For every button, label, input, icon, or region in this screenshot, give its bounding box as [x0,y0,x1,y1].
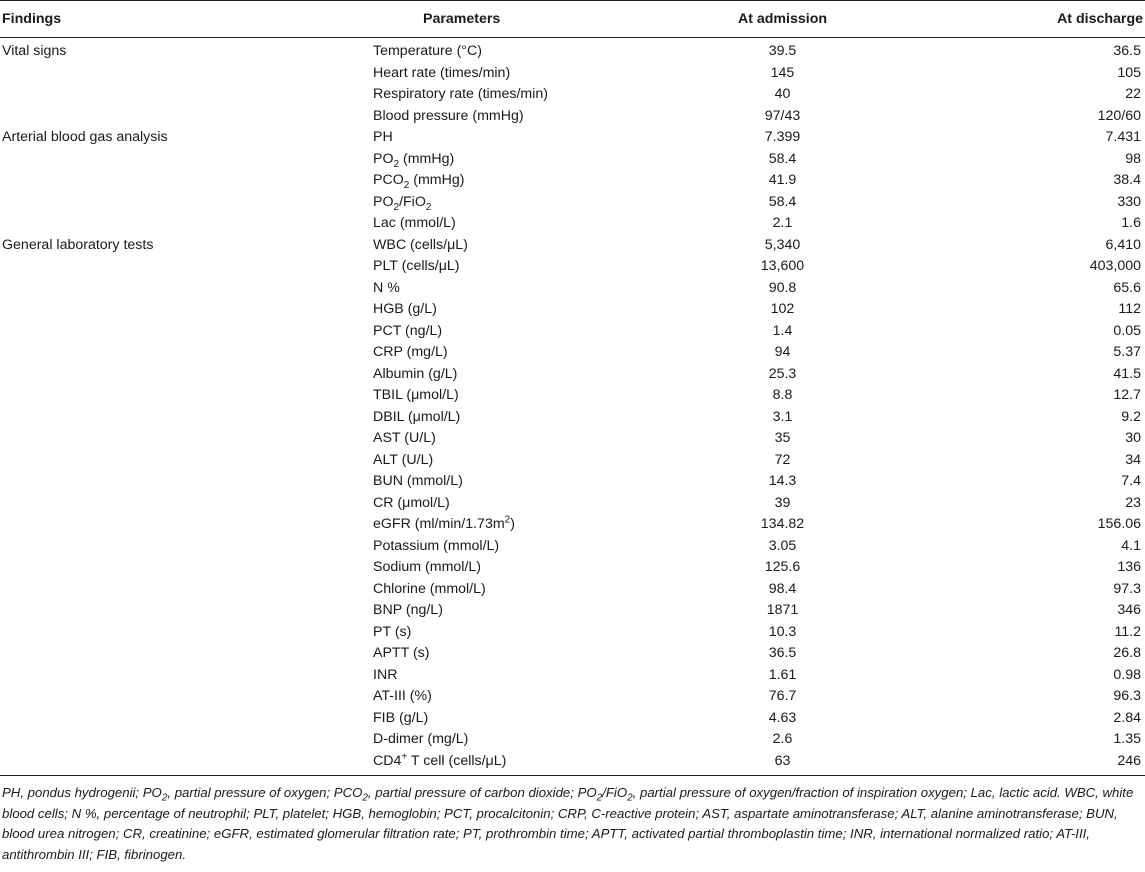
admission-value: 90.8 [768,279,797,296]
parameter-cell [370,514,670,536]
finding-group-cell [0,385,370,407]
discharge-value: 98 [1125,150,1141,167]
table-row [0,84,1145,106]
admission-value: 58.4 [768,193,797,210]
admission-value: 125.6 [764,559,801,575]
admission-value: 76.7 [768,688,797,704]
table-row [0,106,1145,128]
parameter-cell [370,471,670,493]
table-row [0,342,1145,364]
header-admission: At admission [670,1,895,38]
admission-value: 36.5 [768,645,797,661]
parameter-subscript: 2 [425,201,432,213]
table-row [0,149,1145,171]
discharge-value: 156.06 [1097,516,1141,532]
parameter-cell [370,600,670,622]
admission-value: 41.9 [768,172,797,188]
discharge-value: 38.4 [1113,172,1141,188]
finding-group-cell: Arterial blood gas analysis [2,129,168,145]
finding-group-cell [0,471,370,493]
discharge-value: 26.8 [1113,645,1141,661]
discharge-value: 36.5 [1113,43,1141,59]
discharge-value: 5.37 [1113,344,1141,360]
table-row [0,708,1145,730]
parameter-label: INR [373,666,398,683]
discharge-value: 246 [895,751,1145,776]
admission-value: 14.3 [768,473,797,489]
parameter-cell [370,364,670,386]
finding-group-cell [0,428,370,450]
parameter-subscript: 2 [403,179,410,191]
table-row [0,278,1145,300]
table-row [0,321,1145,343]
table-row [0,213,1145,235]
parameter-cell [370,278,670,300]
parameter-cell [370,493,670,515]
footnote-text: PH, pondus hydrogenii; PO [2,785,162,800]
parameter-label: PT (s) [373,623,412,640]
parameter-label: ) [510,516,515,532]
admission-value: 63 [670,751,895,776]
parameter-label: CD4 [373,752,402,769]
parameter-subscript: 2 [393,201,400,213]
discharge-value: 41.5 [1113,365,1141,382]
parameter-label: PO [373,193,394,210]
admission-value: 98.4 [768,580,797,597]
finding-group-cell [0,84,370,106]
table-row [0,407,1145,429]
parameter-label: BUN (mmol/L) [373,473,463,489]
parameter-label: HGB (g/L) [373,301,437,317]
table-row [0,235,1145,257]
discharge-value: 120/60 [1097,107,1141,124]
parameter-cell [370,106,670,128]
discharge-value: 22 [1125,86,1141,102]
footnote-subscript: 2 [161,792,168,804]
finding-group-cell [0,643,370,665]
finding-group-cell [0,213,370,235]
discharge-value: 96.3 [1113,688,1141,704]
finding-group-cell [0,708,370,730]
parameter-label: /FiO [399,193,426,210]
discharge-value: 9.2 [1121,408,1141,425]
parameter-cell [370,149,670,171]
footnote-text: /FiO [602,785,628,800]
header-parameters: Parameters [370,1,670,38]
finding-group-cell: Vital signs [2,43,67,59]
admission-value: 102 [770,301,795,317]
table-footnote [0,776,1145,865]
admission-value: 97/43 [764,107,801,124]
header-findings: Findings [0,1,370,38]
finding-group-cell [0,149,370,171]
parameter-label: AST (U/L) [373,430,436,446]
discharge-value: 1.6 [1121,215,1141,231]
parameter-cell [370,84,670,106]
parameter-label: TBIL (μmol/L) [373,387,459,403]
finding-group-cell [0,299,370,321]
parameter-label: Heart rate (times/min) [373,64,511,81]
parameter-label: Blood pressure (mmHg) [373,107,524,124]
table-row [0,192,1145,214]
parameter-superscript: 2 [504,514,511,526]
parameter-cell [370,643,670,665]
finding-group-cell [0,170,370,192]
finding-group-cell [0,751,370,776]
table-row [0,299,1145,321]
finding-group-cell [0,342,370,364]
admission-value: 1.61 [768,666,797,683]
parameter-cell [370,385,670,407]
finding-group-cell [0,536,370,558]
parameter-cell [370,729,670,751]
admission-value: 40 [774,86,791,102]
parameter-label: BNP (ng/L) [373,602,443,618]
finding-group-cell [0,450,370,472]
footnote-text: , partial pressure of oxygen; PCO [167,785,363,800]
admission-value: 94 [774,344,791,360]
parameter-label: FIB (g/L) [373,709,429,726]
finding-group-cell [0,364,370,386]
discharge-value: 4.1 [1121,537,1141,554]
discharge-value: 34 [1125,451,1141,468]
parameter-label: Lac (mmol/L) [373,215,456,231]
table-row [0,493,1145,515]
table-row [0,557,1145,579]
parameter-cell [370,342,670,364]
parameter-label: Chlorine (mmol/L) [373,580,486,597]
parameter-cell [370,192,670,214]
discharge-value: 403,000 [1089,258,1141,274]
footnote-subscript: 2 [627,792,633,804]
table-row [0,256,1145,278]
finding-group-cell [0,106,370,128]
parameter-label: N % [373,279,400,296]
header-discharge: At discharge [895,1,1145,38]
finding-group-cell [0,622,370,644]
footnote-subscript: 2 [362,792,368,804]
parameter-label: D-dimer (mg/L) [373,731,469,747]
table-row [0,643,1145,665]
parameter-label: (mmHg) [399,150,455,167]
parameter-cell [370,299,670,321]
admission-value: 3.1 [772,408,793,425]
header-row [0,1,1145,38]
discharge-value: 112 [1118,301,1141,317]
table-row [0,428,1145,450]
discharge-value: 0.98 [1113,666,1141,683]
parameter-label: Potassium (mmol/L) [373,537,500,554]
finding-group-cell [0,579,370,601]
parameter-cell [370,428,670,450]
discharge-value: 30 [1125,430,1141,446]
table-body [0,38,1145,776]
parameter-label: AT-III (%) [373,688,432,704]
parameter-cell [370,751,670,776]
discharge-value: 7.431 [1105,129,1141,145]
parameter-label: ALT (U/L) [373,451,434,468]
finding-group-cell [0,729,370,751]
finding-group-cell: General laboratory tests [2,236,154,253]
parameter-cell [370,256,670,278]
discharge-value: 23 [1125,494,1141,511]
parameter-subscript: 2 [393,158,400,170]
discharge-value: 12.7 [1113,387,1141,403]
table-row [0,170,1145,192]
table-row [0,729,1145,751]
table-row [0,364,1145,386]
admission-value: 7.399 [764,129,801,145]
table-row [0,63,1145,85]
footnote-subscript: 2 [596,792,603,804]
parameter-label: PO [373,150,394,167]
discharge-value: 7.4 [1121,473,1141,489]
parameter-cell [370,450,670,472]
table-row [0,450,1145,472]
table-row [0,579,1145,601]
discharge-value: 6,410 [1105,236,1141,253]
parameter-cell [370,407,670,429]
parameter-label: PLT (cells/μL) [373,258,460,274]
table-row [0,686,1145,708]
finding-group-cell [0,192,370,214]
footnote-text: , partial pressure of oxygen/fraction of inspiration oxygen; Lac, lactic acid. WBC, white blood cells; N %, percentage of neutrophil; PLT, platelet; HGB, hemoglobin; PCT, procalcitonin; CRP, C-reactive protein; AST, aspartate aminotransferase; ALT, alanine aminotransferase; BUN, blood urea nitrogen; CR, creatinine; eGFR, estimated glomerular filtration rate; PT, prothrombin time; APTT, activated partial thromboplastin time; INR, international normalized ratio; AT-III, antithrombin III; FIB, fibrinogen. [2,785,1134,862]
admission-value: 10.3 [768,623,797,640]
discharge-value: 105 [1117,64,1141,81]
parameter-label: DBIL (μmol/L) [373,408,461,425]
parameter-label: PCO [373,172,404,188]
admission-value: 1871 [766,602,799,618]
parameter-cell [370,579,670,601]
admission-value: 4.63 [768,709,797,726]
discharge-value: 0.05 [1113,322,1141,339]
admission-value: 134.82 [760,516,805,532]
table-row [0,622,1145,644]
finding-group-cell [0,600,370,622]
parameter-cell [370,213,670,235]
parameter-label: PCT (ng/L) [373,322,443,339]
parameter-superscript: + [401,750,408,762]
table-row [0,751,1145,776]
table-row [0,600,1145,622]
admission-value: 39 [774,494,791,511]
parameter-label: Sodium (mmol/L) [373,559,482,575]
parameter-cell [370,665,670,687]
parameter-label: Albumin (g/L) [373,365,458,382]
discharge-value: 11.2 [1114,623,1141,640]
parameter-label: (mmHg) [409,172,465,188]
parameter-label: Temperature (°C) [373,43,482,59]
discharge-value: 65.6 [1113,279,1141,296]
parameter-label: APTT (s) [373,645,430,661]
table-row [0,385,1145,407]
discharge-value: 97.3 [1113,580,1141,597]
footnote-text: , partial pressure of carbon dioxide; PO [367,785,597,800]
finding-group-cell [0,278,370,300]
table-row [0,514,1145,536]
finding-group-cell [0,407,370,429]
finding-group-cell [0,514,370,536]
finding-group-cell [0,557,370,579]
parameter-cell [370,536,670,558]
table-row [0,471,1145,493]
admission-value: 13,600 [760,258,805,274]
admission-value: 1.4 [772,322,793,339]
admission-value: 8.8 [772,387,793,403]
parameter-label: eGFR (ml/min/1.73m [373,516,505,532]
parameter-cell [370,170,670,192]
table-row [0,127,1145,149]
discharge-value: 346 [1117,602,1141,618]
parameter-cell [370,708,670,730]
parameter-cell [370,686,670,708]
table-row [0,536,1145,558]
admission-value: 5,340 [764,236,801,253]
parameter-label: Respiratory rate (times/min) [373,86,549,102]
parameter-cell [370,38,670,63]
finding-group-cell [0,63,370,85]
table-row [0,665,1145,687]
discharge-value: 136 [1117,559,1141,575]
finding-group-cell [0,256,370,278]
parameter-label: PH [373,129,393,145]
parameter-label: WBC (cells/μL) [373,236,468,253]
admission-value: 35 [774,430,791,446]
parameter-cell [370,235,670,257]
parameter-label: T cell (cells/μL) [407,752,507,769]
parameter-cell [370,557,670,579]
parameter-cell [370,127,670,149]
parameter-cell [370,63,670,85]
parameter-cell [370,622,670,644]
admission-value: 2.1 [772,215,793,231]
discharge-value: 2.84 [1113,709,1141,726]
admission-value: 58.4 [768,150,797,167]
admission-value: 2.6 [772,731,793,747]
admission-value: 72 [774,451,791,468]
parameter-label: CRP (mg/L) [373,344,448,360]
admission-value: 25.3 [768,365,797,382]
finding-group-cell [0,493,370,515]
table-row [0,38,1145,63]
admission-value: 145 [770,64,795,81]
finding-group-cell [0,686,370,708]
parameter-label: CR (μmol/L) [373,494,450,511]
discharge-value: 1.35 [1113,731,1141,747]
admission-value: 39.5 [768,43,797,59]
finding-group-cell [0,665,370,687]
admission-value: 3.05 [768,537,797,554]
discharge-value: 330 [1117,193,1141,210]
parameter-cell [370,321,670,343]
finding-group-cell [0,321,370,343]
